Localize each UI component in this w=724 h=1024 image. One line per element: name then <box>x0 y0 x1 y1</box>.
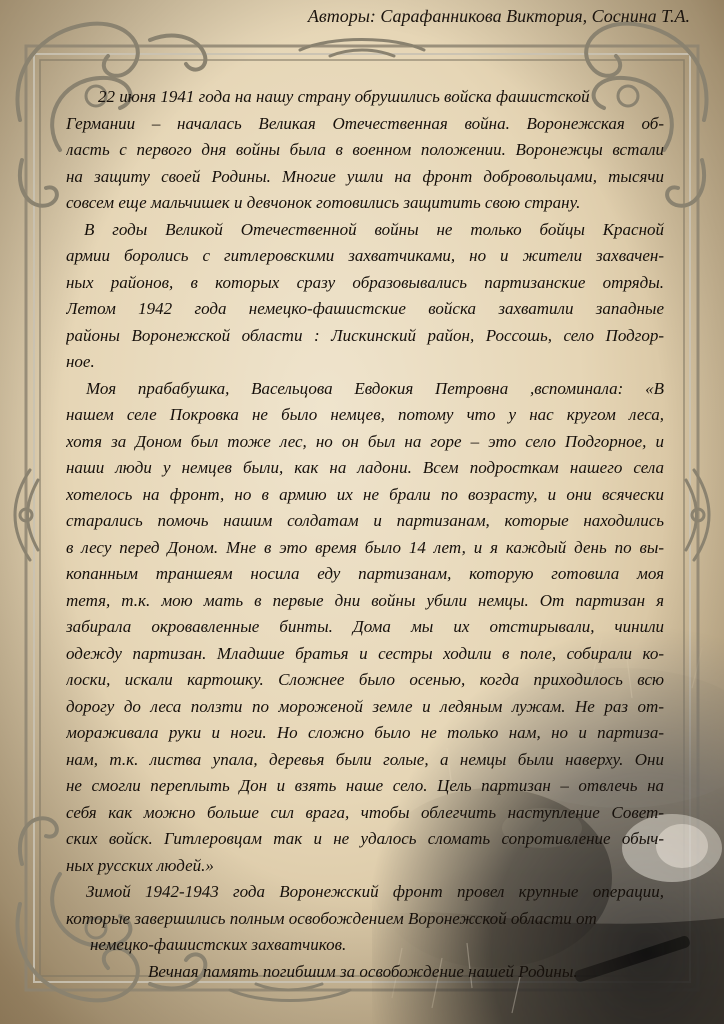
text-line: немецко-фашистских захватчиков. <box>90 935 347 954</box>
text-line: одежду партизан. Младшие братья и сестры ходили в поле, собирали ко- <box>66 643 664 663</box>
text-line: совсем еще мальчишек и девчонок готовились защитить свою страну. <box>66 193 581 212</box>
text-line: забирала окровавленные бинты. Дома мы их отстирывали, чинили <box>66 617 664 636</box>
text-line: нам, т.к. листва упала, деревья были голые, а немцы были наверху. Они <box>66 749 664 769</box>
text-line: ное. <box>66 352 95 371</box>
text-line: себя как можно больше сил врага, чтобы облегчить наступление Совет- <box>66 802 664 822</box>
text-line: Моя прабабушка, Васельцова Евдокия Петровна ,вспоминала: «В <box>86 378 664 398</box>
text-line: ских войск. Гитлеровцам так и не удалось сломать сопротивление обыч- <box>66 829 664 848</box>
text-line: ных русских людей.» <box>66 855 214 875</box>
text-line: старались помочь нашим солдатам и партизанам, которые находились <box>66 511 664 530</box>
text-line: Летом 1942 года немецко-фашистские войска захватили западные <box>66 299 664 318</box>
text-line: наши люди у немцев были, как на ладони. Всем подросткам нашего села <box>66 458 664 477</box>
text-line: 22 июня 1941 года на нашу страну обрушились войска фашистской <box>98 87 590 106</box>
text-line: мораживала руки и ноги. Но сложно было не только нам, но и партиза- <box>66 723 664 742</box>
text-line: армии боролись с гитлеровскими захватчиками, но и жители захвачен- <box>66 246 664 265</box>
text-line: В годы Великой Отечественной войны не только бойцы Красной <box>84 219 664 239</box>
text-line: хотя за Доном был тоже лес, но он был на горе – это село Подгорное, и <box>66 431 664 451</box>
authors-line: Авторы: Сарафанникова Виктория, Соснина Т.А. <box>307 6 690 26</box>
text-line: тетя, т.к. мою мать в первые дни войны убили немцы. От партизан я <box>66 590 664 610</box>
text-line: ласть с первого дня войны была в военном положении. Воронежцы встали <box>66 140 664 159</box>
text-line: дорогу до леса ползти по мороженой земле и ледяным лужам. Не раз от- <box>66 696 664 716</box>
text-line: в лесу перед Доном. Мне в это время было 14 лет, и я каждый день по вы- <box>66 537 664 557</box>
text-line: Зимой 1942-1943 года Воронежский фронт провел крупные операции, <box>86 882 664 901</box>
text-line: на защиту своей Родины. Многие ушли на фронт добровольцами, тысячи <box>66 166 664 186</box>
text-line: копанным траншеям носила еду партизанам, которую готовила моя <box>66 564 664 583</box>
text-line: Германии – началась Великая Отечественная война. Воронежская об- <box>66 113 664 133</box>
text-line: лоски, искали картошку. Сложнее было осенью, когда приходилось всю <box>66 670 664 689</box>
text-line: нашем селе Покровка не было немцев, потому что у нас кругом леса, <box>66 405 664 424</box>
text-line: не смогли переплыть Дон и взять наше село. Цель партизан – отвлечь на <box>66 776 664 795</box>
text-line: которые завершились полным освобождением Воронежской области от <box>66 908 597 928</box>
text-line: ных районов, в которых сразу образовывались партизанские отряды. <box>66 272 664 292</box>
main-text <box>66 84 664 985</box>
text-line: хотелось на фронт, но в армию их не брали по возрасту, и они всячески <box>66 484 664 504</box>
text-line: районы Воронежской области : Лискинский район, Россошь, село Подгор- <box>66 325 664 345</box>
text-line: Вечная память погибшим за освобождение нашей Родины. <box>148 961 578 981</box>
